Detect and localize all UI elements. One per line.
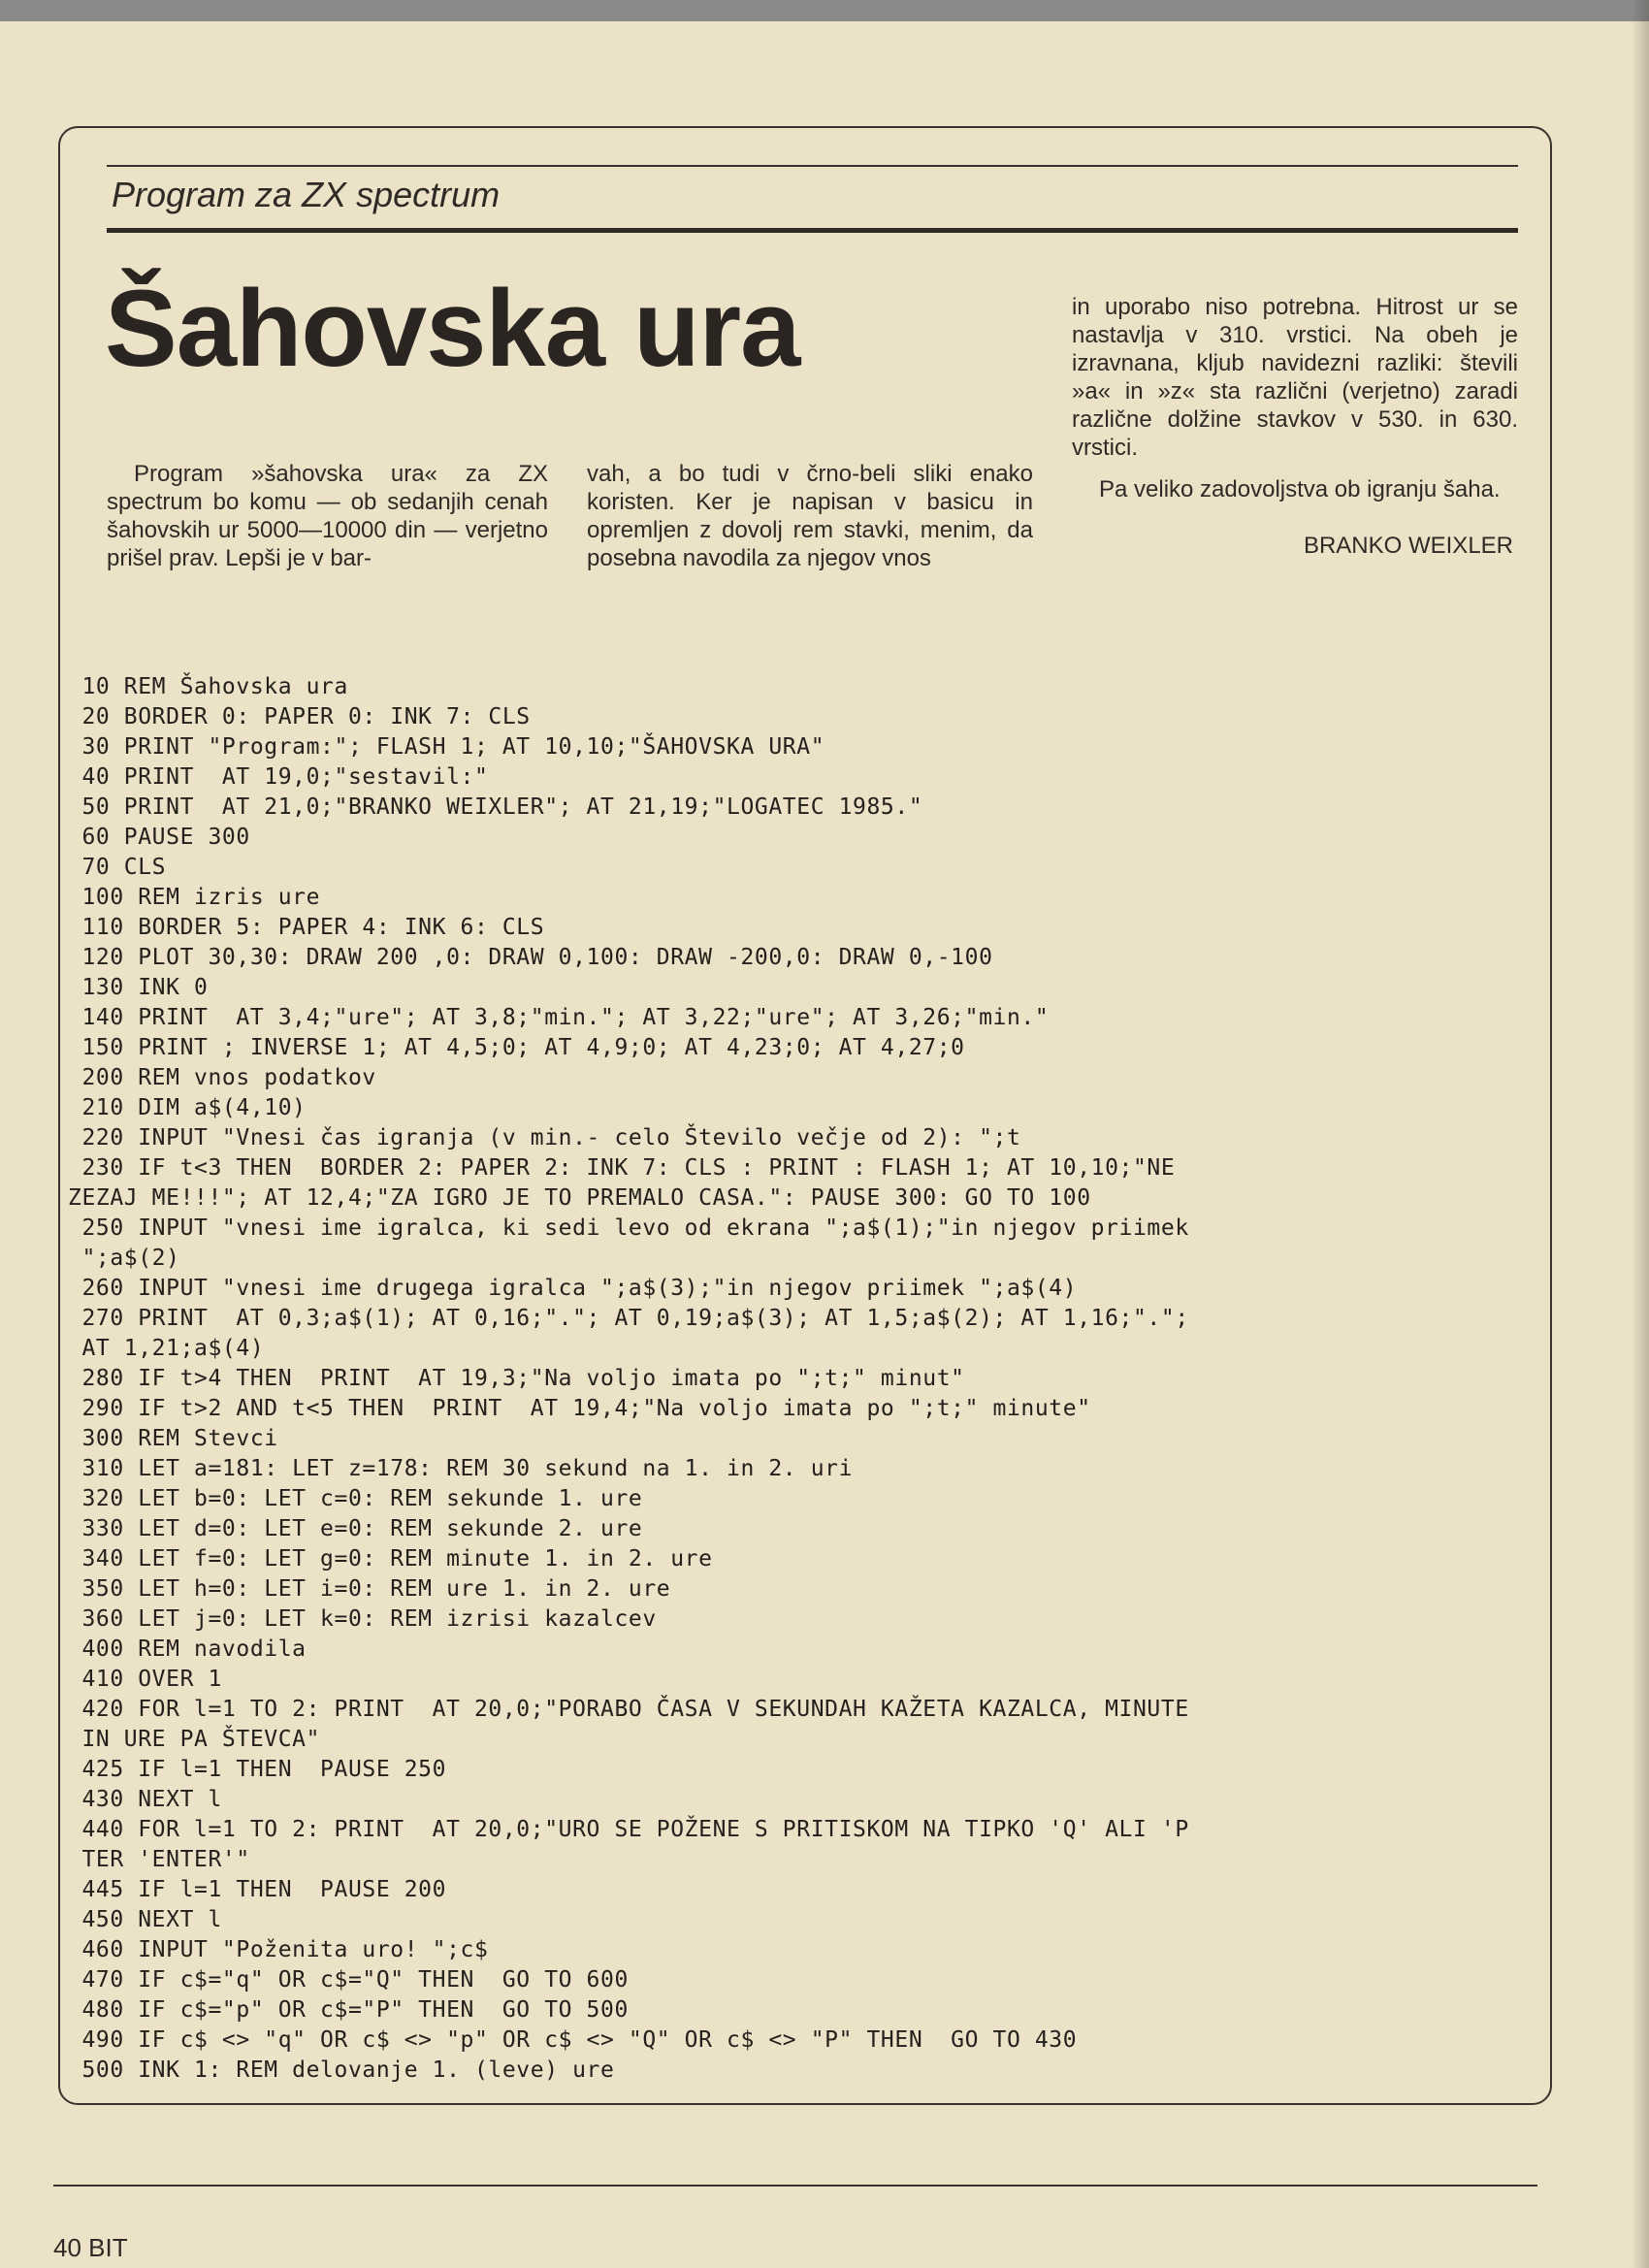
code-line: 400 REM navodila: [68, 1636, 307, 1662]
code-line: 200 REM vnos podatkov: [68, 1065, 376, 1090]
code-line: 430 NEXT l: [68, 1787, 222, 1812]
code-line: 250 INPUT "vnesi ime igralca, ki sedi levo od ekrana ";a$(1);"in njegov priimek: [68, 1215, 1189, 1241]
page-footer: 40 BIT: [53, 2233, 128, 2262]
code-line: 210 DIM a$(4,10): [68, 1095, 307, 1120]
code-line: 140 PRINT AT 3,4;"ure"; AT 3,8;"min."; AT 3,22;"ure"; AT 3,26;"min.": [68, 1005, 1050, 1030]
basic-program-listing: [68, 672, 1542, 2086]
code-line: TER 'ENTER'": [68, 1847, 250, 1872]
code-line: 280 IF t>4 THEN PRINT AT 19,3;"Na voljo imata po ";t;" minut": [68, 1366, 965, 1391]
code-line: 460 INPUT "Poženita uro! ";c$: [68, 1937, 489, 1962]
code-line: 300 REM Stevci: [68, 1426, 278, 1451]
author-signature: BRANKO WEIXLER: [1303, 533, 1513, 559]
code-line: 440 FOR l=1 TO 2: PRINT AT 20,0;"URO SE POŽENE S PRITISKOM NA TIPKO 'Q' ALI 'P: [68, 1817, 1189, 1842]
code-line: AT 1,21;a$(4): [68, 1336, 265, 1361]
code-line: 260 INPUT "vnesi ime drugega igralca ";a$(3);"in njegov priimek ";a$(4): [68, 1276, 1078, 1301]
code-line: 470 IF c$="q" OR c$="Q" THEN GO TO 600: [68, 1967, 629, 1993]
code-line: 425 IF l=1 THEN PAUSE 250: [68, 1757, 447, 1782]
article-column-3: [1072, 293, 1518, 503]
article-column-1: [107, 460, 548, 572]
code-line: IN URE PA ŠTEVCA": [68, 1727, 321, 1752]
code-line: 490 IF c$ <> "q" OR c$ <> "p" OR c$ <> "Q" OR c$ <> "P" THEN GO TO 430: [68, 2027, 1078, 2053]
code-line: 330 LET d=0: LET e=0: REM sekunde 2. ure: [68, 1516, 643, 1541]
code-line: 20 BORDER 0: PAPER 0: INK 7: CLS: [68, 704, 531, 729]
code-line: 320 LET b=0: LET c=0: REM sekunde 1. ure: [68, 1486, 643, 1511]
code-line: 70 CLS: [68, 855, 167, 880]
code-line: 290 IF t>2 AND t<5 THEN PRINT AT 19,4;"Na voljo imata po ";t;" minute": [68, 1396, 1091, 1421]
code-line: 340 LET f=0: LET g=0: REM minute 1. in 2. ure: [68, 1546, 713, 1571]
code-line: 360 LET j=0: LET k=0: REM izrisi kazalcev: [68, 1606, 657, 1632]
scan-top-band: [0, 0, 1649, 21]
code-line: 220 INPUT "Vnesi čas igranja (v min.- celo Število večje od 2): ";t: [68, 1125, 1021, 1150]
code-line: 230 IF t<3 THEN BORDER 2: PAPER 2: INK 7: CLS : PRINT : FLASH 1; AT 10,10;"NE: [68, 1155, 1176, 1181]
code-line: 480 IF c$="p" OR c$="P" THEN GO TO 500: [68, 1997, 629, 2023]
code-line: 350 LET h=0: LET i=0: REM ure 1. in 2. ure: [68, 1576, 671, 1602]
code-line: 110 BORDER 5: PAPER 4: INK 6: CLS: [68, 915, 545, 940]
code-line: ";a$(2): [68, 1246, 180, 1271]
page-edge-shadow: [1632, 0, 1649, 2268]
code-line: 10 REM Šahovska ura: [68, 674, 348, 699]
code-line: 500 INK 1: REM delovanje 1. (leve) ure: [68, 2057, 615, 2083]
code-line: 270 PRINT AT 0,3;a$(1); AT 0,16;"."; AT 0,19;a$(3); AT 1,5;a$(2); AT 1,16;".";: [68, 1306, 1189, 1331]
column-3-paragraph-2: Pa veliko zadovoljstva ob igranju šaha.: [1099, 476, 1501, 502]
article-column-2: [587, 460, 1033, 572]
code-line: 420 FOR l=1 TO 2: PRINT AT 20,0;"PORABO ČASA V SEKUNDAH KAŽETA KAZALCA, MINUTE: [68, 1697, 1189, 1722]
code-line: 50 PRINT AT 21,0;"BRANKO WEIXLER"; AT 21,19;"LOGATEC 1985.": [68, 794, 923, 820]
code-line: 100 REM izris ure: [68, 885, 321, 910]
code-line: 120 PLOT 30,30: DRAW 200 ,0: DRAW 0,100: DRAW -200,0: DRAW 0,-100: [68, 945, 993, 970]
code-line: 40 PRINT AT 19,0;"sestavil:": [68, 764, 489, 790]
code-line: 60 PAUSE 300: [68, 825, 250, 850]
header-rule-thick: [107, 228, 1518, 233]
column-1-text: Program »šahovska ura« za ZX spectrum bo komu — ob sedanjih cenah šahovskih ur 5000—10000 din — verjetno prišel prav. Lepši je v bar-: [107, 461, 548, 571]
column-3-paragraph-1: in uporabo niso potrebna. Hitrost ur se nastavlja v 310. vrstici. Na obeh je izravnana, kljub navidezni razliki: števili »a« in »z« sta različni (verjetno) zaradi različne dolžine stavkov v 530. in 630. vrstici.: [1072, 294, 1518, 461]
code-line: 130 INK 0: [68, 975, 209, 1000]
code-line: 445 IF l=1 THEN PAUSE 200: [68, 1877, 447, 1902]
section-label: Program za ZX spectrum: [112, 175, 501, 214]
header-rule-thin: [107, 165, 1518, 167]
code-line: ZEZAJ ME!!!"; AT 12,4;"ZA IGRO JE TO PREMALO CASA.": PAUSE 300: GO TO 100: [68, 1185, 1091, 1211]
column-2-text: vah, a bo tudi v črno-beli sliki enako koristen. Ker je napisan v basicu in opremljen z dovolj rem stavki, menim, da posebna navodila za njegov vnos: [587, 461, 1033, 571]
code-line: 150 PRINT ; INVERSE 1; AT 4,5;0; AT 4,9;0; AT 4,23;0; AT 4,27;0: [68, 1035, 965, 1060]
code-line: 310 LET a=181: LET z=178: REM 30 sekund na 1. in 2. uri: [68, 1456, 854, 1481]
article-title: Šahovska ura: [105, 268, 800, 389]
code-line: 450 NEXT l: [68, 1907, 222, 1932]
code-line: 410 OVER 1: [68, 1667, 222, 1692]
footer-rule: [53, 2185, 1537, 2187]
code-line: 30 PRINT "Program:"; FLASH 1; AT 10,10;"ŠAHOVSKA URA": [68, 734, 825, 760]
